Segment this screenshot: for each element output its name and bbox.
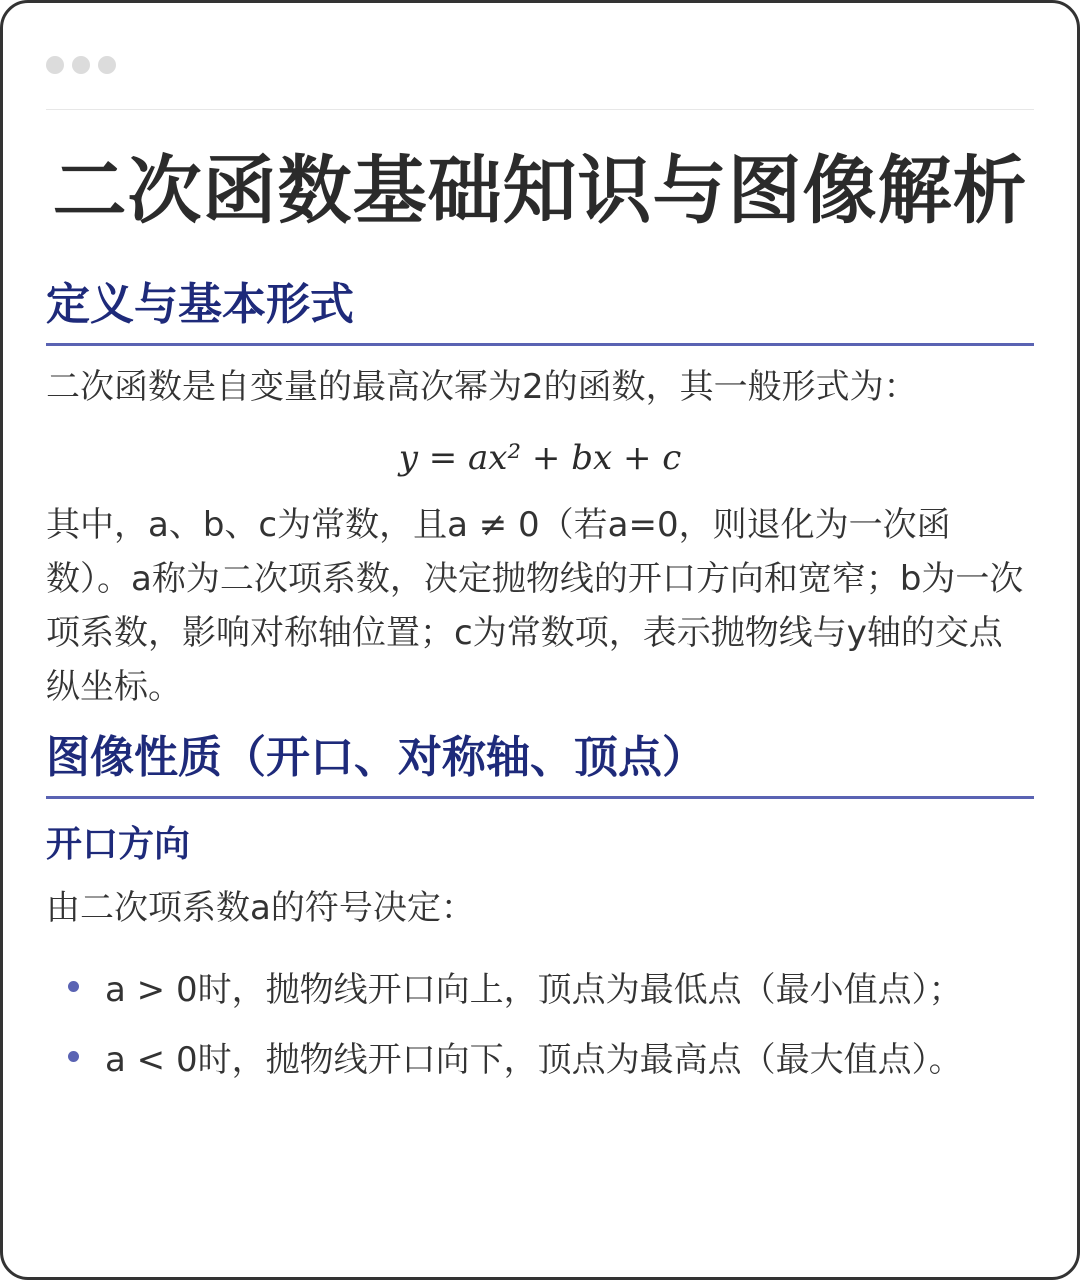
window-dot-3 (98, 56, 116, 74)
section-title-definition: 定义与基本形式 (46, 277, 1034, 346)
opening-direction-intro: 由二次项系数a的符号决定： (46, 888, 475, 928)
header-divider (46, 109, 1034, 110)
list-item (46, 951, 1034, 1021)
opening-direction-list (46, 951, 1034, 1091)
window-dot-2 (72, 56, 90, 74)
page-title: 二次函数基础知识与图像解析 (52, 148, 1028, 234)
list-item-text: a > 0时，抛物线开口向上，顶点为最低点（最小值点）； (105, 969, 963, 1010)
window-controls (46, 56, 116, 74)
section-title-graph-properties: 图像性质（开口、对称轴、顶点） (46, 730, 1034, 799)
document-content (46, 143, 1034, 1091)
list-item (46, 1021, 1034, 1091)
coefficients-paragraph: 其中，a、b、c为常数，且a ≠ 0（若a=0，则退化为一次函数）。a称为二次项系数，决定抛物线的开口方向和宽窄；b为一次项系数，影响对称轴位置；c为常数项，表示抛物线与y轴的交点纵坐标。 (46, 505, 1024, 707)
bullet-icon (68, 1051, 79, 1062)
bullet-icon (68, 981, 79, 992)
list-item-text: a < 0时，抛物线开口向下，顶点为最高点（最大值点）。 (105, 1039, 963, 1080)
window-dot-1 (46, 56, 64, 74)
definition-paragraph: 二次函数是自变量的最高次幂为2的函数，其一般形式为： (46, 367, 918, 407)
subsection-title-opening-direction: 开口方向 (46, 824, 191, 865)
general-formula: y = ax² + bx + c (398, 438, 682, 478)
